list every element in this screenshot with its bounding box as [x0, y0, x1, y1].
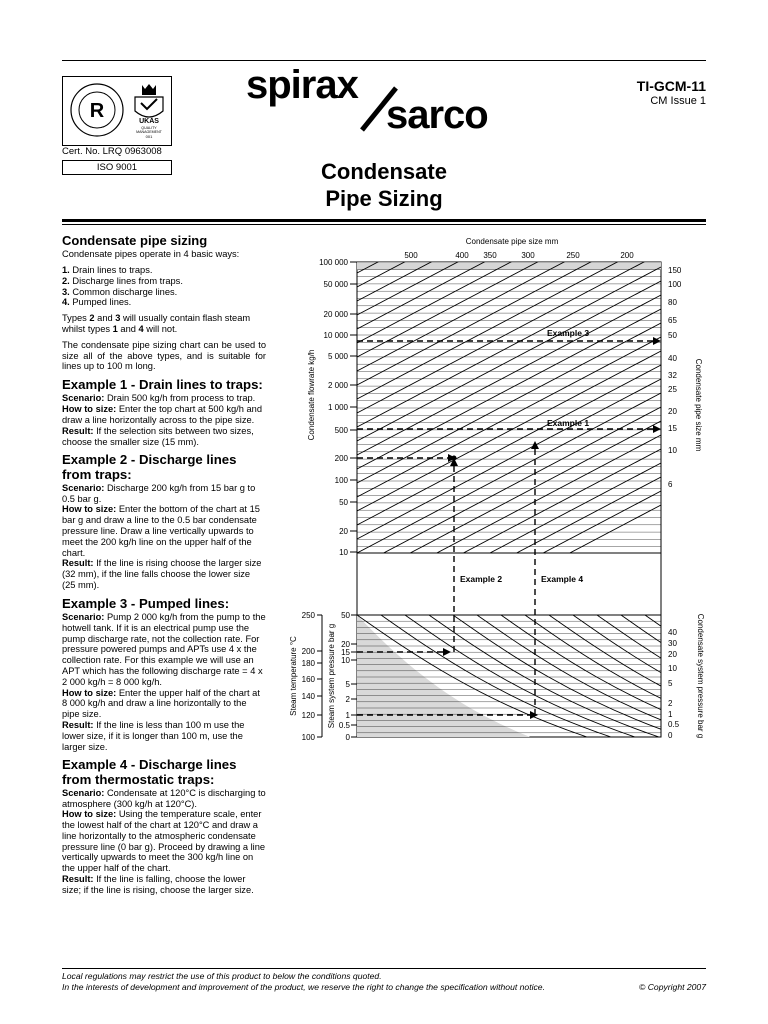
temperature-tick-label: 100 — [301, 733, 315, 742]
top-rule — [62, 60, 706, 61]
pressure-tick-labels — [339, 611, 357, 742]
copyright: © Copyright 2007 — [638, 982, 706, 992]
pressure-tick-label: 0.5 — [338, 721, 350, 730]
pipe-sizing-chart — [290, 232, 710, 750]
pressure-tick-label: 5 — [345, 680, 350, 689]
right-pressure-axis-title: Condensate system pressure bar g — [696, 613, 705, 739]
flow-tick-label: 2 000 — [327, 381, 348, 390]
top-pipe-size-label: 350 — [483, 251, 497, 260]
example-1-scenario: Scenario: Drain 500 kg/h from process to trap. — [62, 393, 256, 404]
pressure-tick-label: 15 — [341, 648, 350, 657]
pressure-tick-label: 10 — [341, 656, 350, 665]
title-line-1: Condensate — [321, 159, 447, 184]
flow-tick-label: 500 — [334, 426, 348, 435]
pipe-size-tick-label: 80 — [668, 298, 677, 307]
list-item: 1. Drain lines to traps. — [62, 265, 153, 275]
example-4-how: How to size: Using the temperature scale, enter the lowest half of the chart at 120°C and draw a line horizontally to the atmospheric condensate pressure line (0 bar g). Proceed by drawing a line vertically upwards to meet the 300 kg/h line on the upper half of the chart. — [62, 809, 266, 874]
flowrate-tick-labels — [319, 258, 357, 557]
iso-badge: ISO 9001 — [62, 160, 172, 175]
flow-tick-label: 200 — [334, 454, 348, 463]
footer-development-note: In the interests of development and improvement of the product, we reserve the right to change the specification without notice. — [62, 982, 545, 992]
ukas-sub2: MANAGEMENT — [136, 130, 162, 134]
condensate-pressure-tick-labels — [668, 628, 680, 740]
pipe-size-tick-label: 6 — [668, 480, 673, 489]
example-1-how: How to size: Enter the top chart at 500 kg/h and draw a line horizontally across to the pipe size. — [62, 404, 262, 425]
top-axis-title: Condensate pipe size mm — [465, 237, 559, 246]
document-code: TI-GCM-11 — [636, 78, 706, 94]
example-2-scenario: Scenario: Discharge 200 kg/h from 15 bar g to 0.5 bar g. — [62, 482, 256, 504]
pressure-curve — [597, 615, 768, 737]
lrqa-seal-icon — [69, 82, 125, 138]
pipe-size-tick-label: 40 — [668, 354, 677, 363]
title-line-2: Pipe Sizing — [325, 186, 443, 211]
spirax-sarco-logo — [246, 63, 522, 137]
chart-usage-paragraph: The condensate pipe sizing chart can be used to size all of the above types, and is suitable for lines up to 100 m long. — [62, 339, 266, 372]
section-heading: Condensate pipe sizing — [62, 233, 208, 248]
flow-tick-label: 10 — [339, 548, 348, 557]
left-text-column — [62, 234, 266, 896]
certification-marks — [62, 76, 172, 146]
top-pipe-size-labels — [404, 251, 634, 260]
title-rule-thick — [62, 219, 706, 222]
example-2-how: How to size: Enter the bottom of the chart at 15 bar g and draw a line to the 0.5 bar condensate pressure line. Draw a line vertically upwards to meet the 200 kg/h line on the upper half of the chart. — [62, 504, 260, 558]
flow-tick-label: 100 000 — [319, 258, 348, 267]
example-3-result: Result: If the line is less than 100 m use the lower size, if it is longer than 100 m, use the larger size. — [62, 719, 245, 752]
temperature-tick-label: 120 — [301, 711, 315, 720]
pipe-size-tick-label: 10 — [668, 446, 677, 455]
example-3-heading: Example 3 - Pumped lines: — [62, 595, 230, 611]
flow-tick-label: 1 000 — [327, 403, 348, 412]
pipe-size-tick-label: 150 — [668, 266, 682, 275]
pressure-tick-label: 2 — [345, 695, 350, 704]
intro-text: Condensate pipes operate in 4 basic ways: — [62, 249, 240, 260]
certificate-number: Cert. No. LRQ 0963008 — [62, 146, 162, 157]
example-1-heading: Example 1 - Drain lines to traps: — [62, 377, 263, 393]
flow-tick-label: 20 000 — [323, 310, 348, 319]
flow-tick-label: 100 — [334, 476, 348, 485]
document-issue: CM Issue 1 — [650, 95, 706, 107]
condensate-pressure-tick-label: 0 — [668, 731, 673, 740]
top-pipe-size-label: 200 — [620, 251, 634, 260]
ukas-text: UKAS — [139, 118, 159, 125]
logo-word-1: spirax — [246, 63, 358, 107]
temperature-tick-label: 180 — [301, 659, 315, 668]
title-rule-thin — [62, 224, 706, 225]
example-2-result: Result: If the line is rising choose the larger size (32 mm), if the line falls choose the lower size (25 mm). — [62, 558, 262, 590]
example-3-label: Example 3 — [547, 328, 590, 338]
flow-tick-label: 10 000 — [323, 331, 348, 340]
condensate-pressure-tick-label: 40 — [668, 628, 677, 637]
temperature-tick-labels — [302, 611, 322, 742]
pressure-axis-title: Steam system pressure bar g — [327, 623, 336, 729]
flow-axis-title: Condensate flowrate kg/h — [307, 349, 316, 441]
condensate-pressure-tick-label: 1 — [668, 710, 673, 719]
example-3-scenario: Scenario: Pump 2 000 kg/h from the pump to the hotwell tank. If it is an electrical pump use the pump discharge rate, not the collection rate. For pressure powered pumps and APTs use 4 x the collection rate. For this example we will use an APT which has the following discharge rate = 4 x 2 000 kg/h = 8 000 kg/h. — [62, 611, 266, 687]
temperature-tick-label: 160 — [301, 675, 315, 684]
top-pipe-size-label: 250 — [566, 251, 580, 260]
pipe-size-tick-label: 50 — [668, 331, 677, 340]
example-4-heading: Example 4 - Discharge lines from thermostatic traps: — [62, 757, 237, 787]
ukas-sub1: QUALITY — [141, 126, 157, 130]
temperature-tick-label: 250 — [301, 611, 315, 620]
example-4-scenario: Scenario: Condensate at 120°C is discharging to atmosphere (300 kg/h at 120°C). — [62, 787, 266, 809]
flow-tick-label: 20 — [339, 527, 348, 536]
pipe-size-tick-label: 100 — [668, 280, 682, 289]
condensate-pressure-tick-label: 20 — [668, 650, 677, 659]
page-title — [246, 158, 522, 212]
pipe-size-tick-label: 32 — [668, 371, 677, 380]
right-pipe-axis-title: Condensate pipe size mm — [694, 358, 703, 452]
top-pipe-size-label: 400 — [455, 251, 469, 260]
example-3-how: How to size: Enter the upper half of the chart at 8 000 kg/h and draw a line horizontally to the pipe size. — [62, 687, 260, 720]
top-pipe-size-label: 500 — [404, 251, 418, 260]
list-item: 3. Common discharge lines. — [62, 286, 178, 297]
footer-rule — [62, 968, 706, 969]
ways-list — [62, 265, 266, 308]
logo-word-2: sarco — [386, 93, 488, 137]
pressure-tick-label: 20 — [341, 640, 350, 649]
seal-letter: R — [89, 100, 105, 122]
pipe-size-tick-label: 65 — [668, 316, 677, 325]
example-1-result: Result: If the selection sits between two sizes, choose the smaller size (15 mm). — [62, 425, 254, 447]
footer-regulation-note: Local regulations may restrict the use of this product to below the conditions quoted. — [62, 971, 382, 981]
pressure-curve — [525, 615, 755, 737]
flow-tick-label: 50 000 — [323, 280, 348, 289]
condensate-pressure-tick-label: 10 — [668, 664, 677, 673]
condensate-pressure-tick-label: 5 — [668, 679, 673, 688]
pressure-curve — [645, 615, 768, 737]
list-item: 2. Discharge lines from traps. — [62, 275, 183, 286]
condensate-pressure-tick-label: 30 — [668, 639, 677, 648]
temperature-axis-title: Steam temperature °C — [289, 636, 298, 716]
list-item: 4. Pumped lines. — [62, 297, 132, 308]
flow-tick-label: 50 — [339, 498, 348, 507]
condensate-pressure-tick-label: 0.5 — [668, 720, 680, 729]
example-4-result: Result: If the line is falling, choose the lower size; if the line is rising, choose the larger size. — [62, 874, 254, 895]
example-4-label: Example 4 — [541, 574, 584, 584]
pressure-tick-label: 1 — [345, 711, 350, 720]
example-2-label: Example 2 — [460, 574, 503, 584]
flow-tick-label: 5 000 — [327, 352, 348, 361]
pressure-tick-label: 0 — [345, 733, 350, 742]
temperature-tick-label: 200 — [301, 647, 315, 656]
ukas-number: 001 — [145, 134, 153, 139]
ukas-mark-icon — [131, 81, 167, 139]
types-paragraph: Types 2 and 3 will usually contain flash steam whilst types 1 and 4 will not. — [62, 313, 251, 334]
pipe-size-tick-label: 25 — [668, 385, 677, 394]
pressure-tick-label: 50 — [341, 611, 350, 620]
example-1-label: Example 1 — [547, 418, 590, 428]
pipe-size-tick-label: 20 — [668, 407, 677, 416]
example-2-heading: Example 2 - Discharge lines from traps: — [62, 452, 237, 482]
temperature-tick-label: 140 — [301, 692, 315, 701]
pipe-size-tick-label: 15 — [668, 424, 677, 433]
condensate-pressure-tick-label: 2 — [668, 699, 673, 708]
pipe-size-tick-labels — [668, 266, 682, 489]
top-pipe-size-label: 300 — [521, 251, 535, 260]
